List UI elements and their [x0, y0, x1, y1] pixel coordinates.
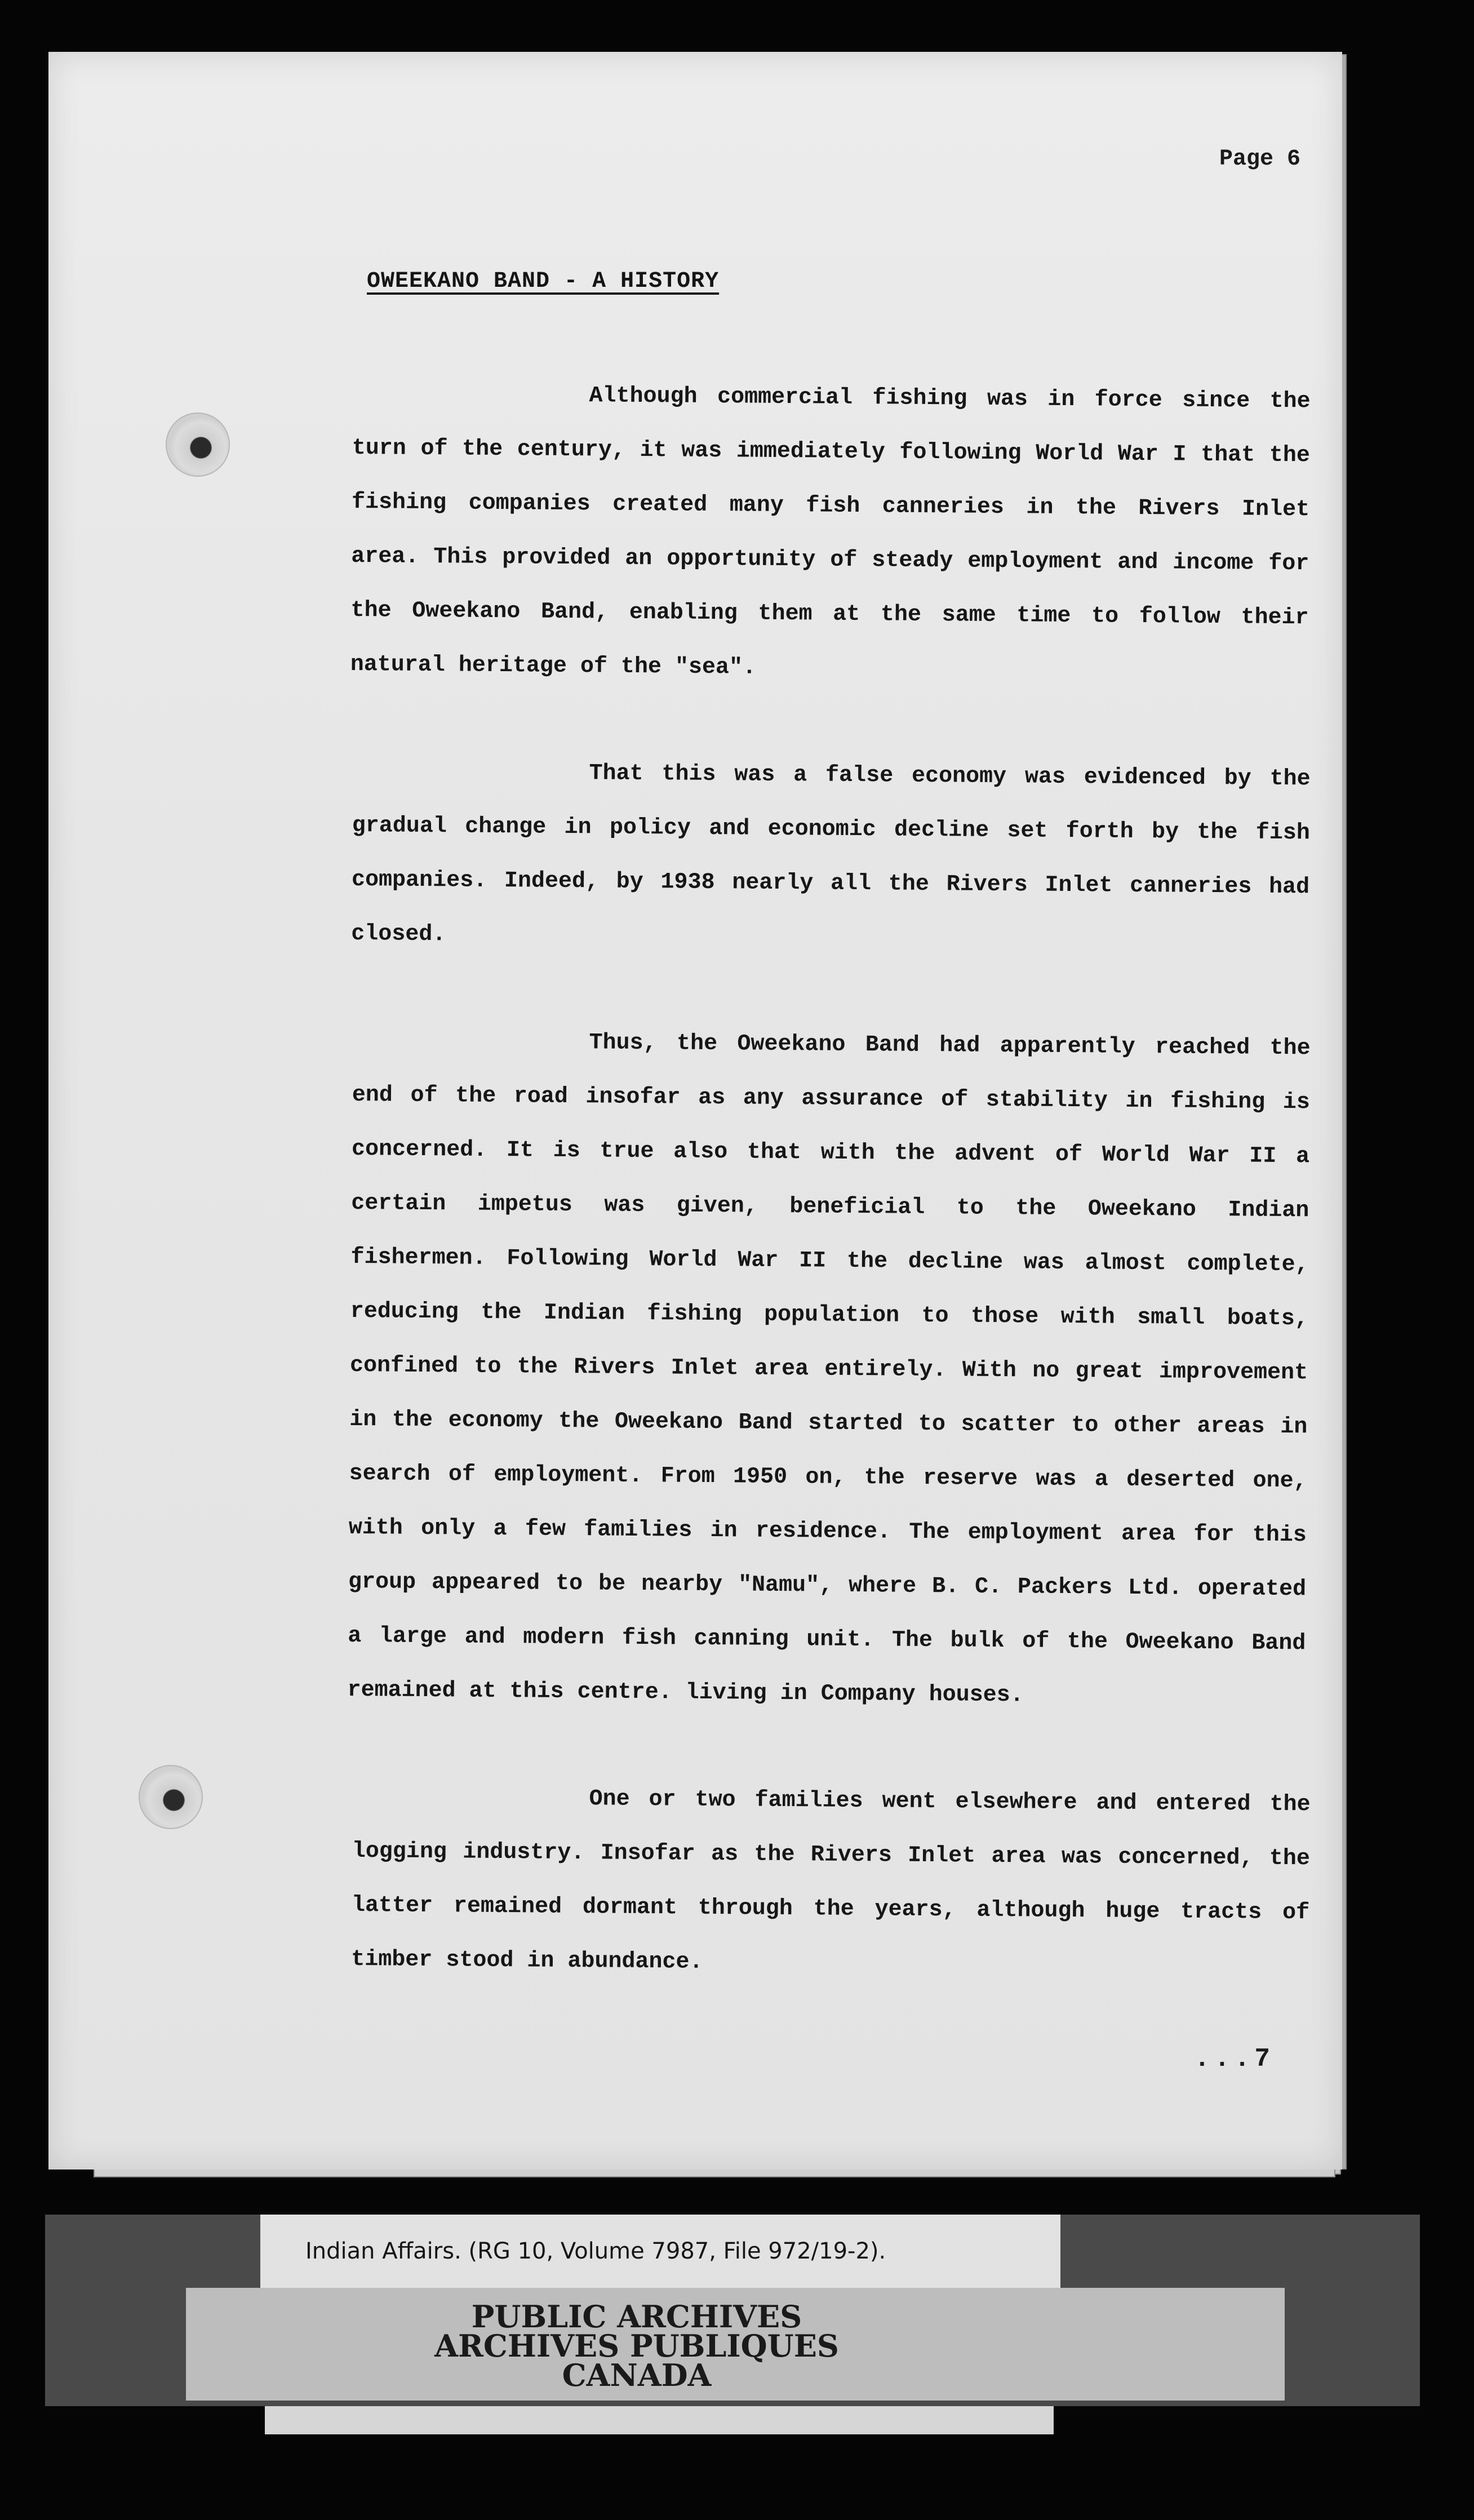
paragraph-3: Thus, the Oweekano Band had apparently reached the end of the road insofar as any assurance of stability in fishing is concerned. It is true also that with the advent of World War II a certain impetus was given, beneficial to the Oweekano Indian fishermen. Following World War II the decline was almost complete, reducing the Indian fishing population to those with small boats, confined to the Rivers Inlet area entirely. With no great improvement in the economy the Oweekano Band started to scatter to other areas in search of employment. From 1950 on, the reserve was a deserted one, with only a few families in residence. The employment area for this group appeared to be nearby "Namu", where B. C. Packers Ltd. operated a large and modern fish canning unit. The bulk of the Oweekano Band remained at this centre. living in Company houses. [347, 1030, 1311, 1709]
stamp-line-1: PUBLIC ARCHIVES [471, 2299, 802, 2335]
stamp-line-2: ARCHIVES PUBLIQUES [434, 2328, 839, 2364]
punch-hole-icon [166, 412, 230, 477]
paragraph-2: That this was a false economy was evidenced by the gradual change in policy and economic decline set forth by the fish companies. Indeed, by 1938 nearly all the Rivers Inlet canneries had closed. [351, 761, 1311, 948]
paragraph-4: One or two families went elsewhere and entered the logging industry. Insofar as the Rivers Inlet area was concerned, the latter remained dormant through the years, although huge tracts of timber stood in abundance. [351, 1786, 1311, 1975]
archive-stamp [389, 2299, 885, 2393]
punch-hole-icon [139, 1765, 203, 1829]
paragraph-1: Although commercial fishing was in force since the turn of the century, it was immediately following World War I that the fishing companies created many fish canneries in the Rivers Inlet area. This provided an opportunity of steady employment and income for the Oweekano Band, enabling them at the same time to follow their natural heritage of the "sea". [350, 383, 1311, 681]
page-number: Page 6 [1219, 147, 1300, 172]
stamp-line-3: CANADA [562, 2357, 712, 2393]
archive-reference-text: Indian Affairs. (RG 10, Volume 7987, File 972/19-2). [305, 2238, 886, 2264]
continuation-marker: ...7 [1194, 2044, 1275, 2074]
bottom-card-edge [265, 2406, 1054, 2434]
body-text [347, 367, 1311, 2040]
page-title: OWEEKANO BAND - A HISTORY [367, 269, 720, 294]
document-page [48, 52, 1342, 2169]
archive-reference-label [260, 2215, 1060, 2288]
